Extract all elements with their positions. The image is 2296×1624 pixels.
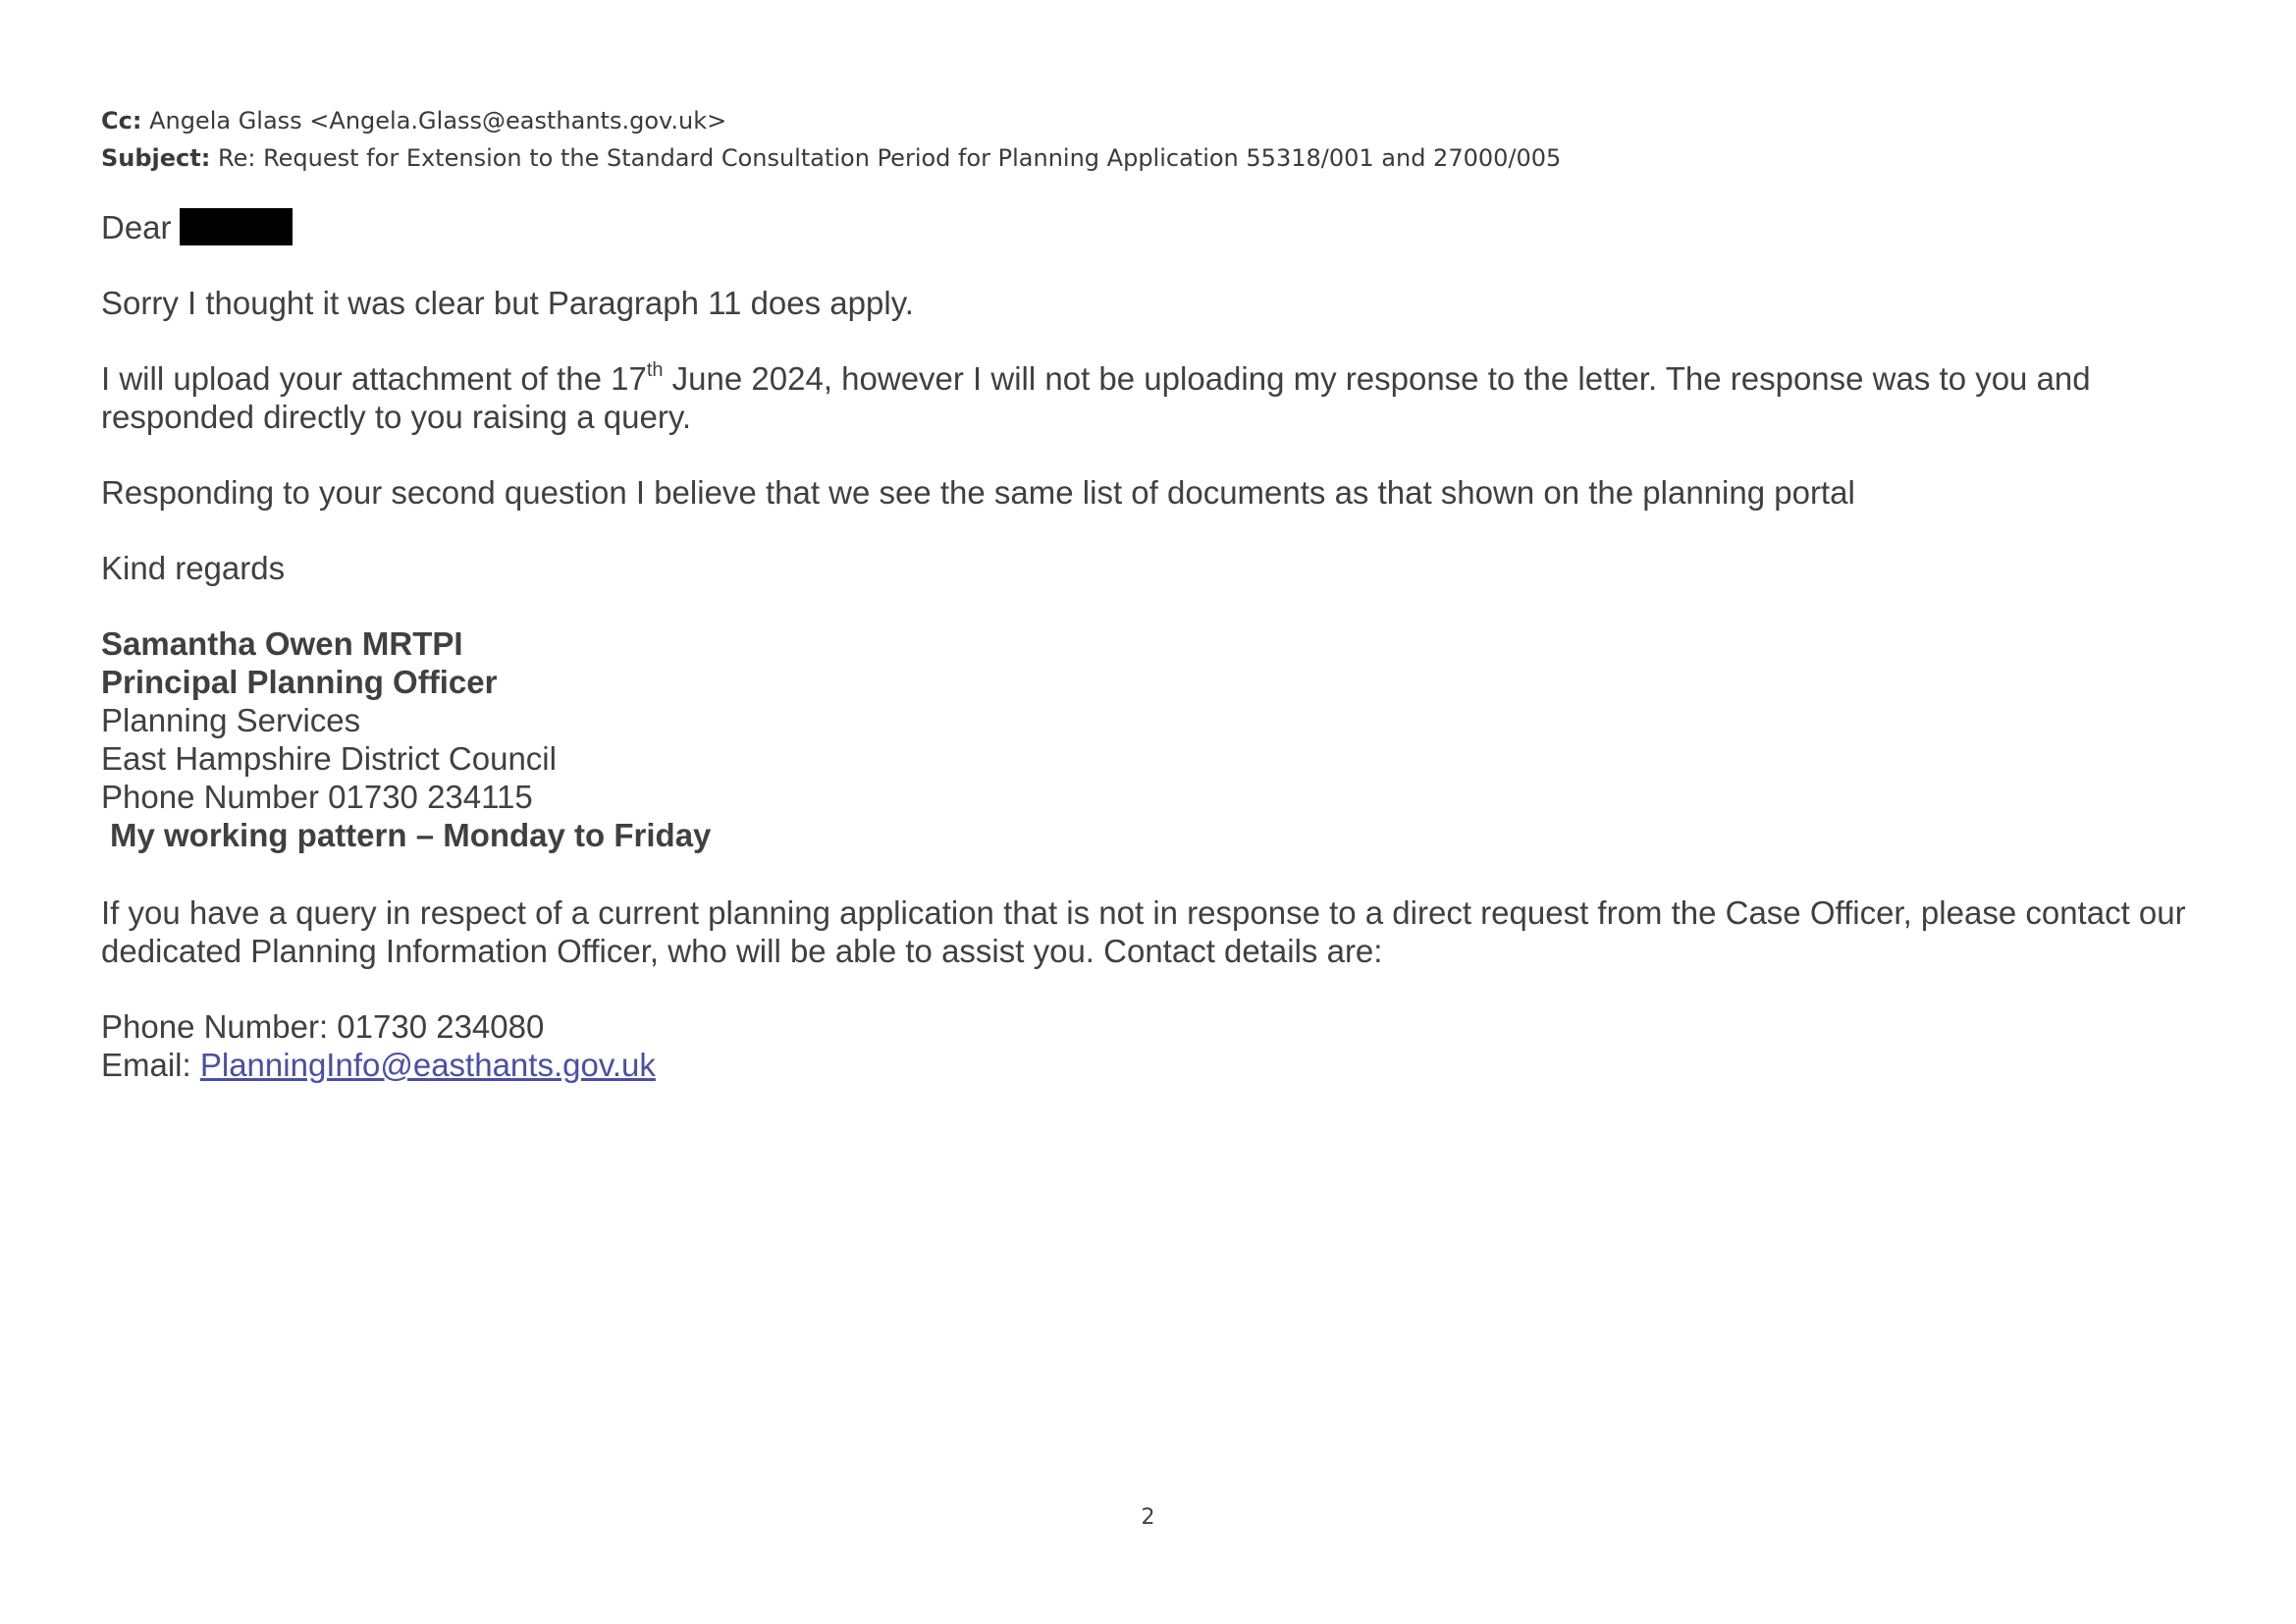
subject-label: Subject: xyxy=(101,144,211,172)
email-body xyxy=(101,208,2202,1084)
closing: Kind regards xyxy=(101,550,286,586)
info-email-label: Email: xyxy=(101,1047,200,1083)
paragraph-1: Sorry I thought it was clear but Paragraph 11 does apply. xyxy=(101,285,914,321)
cc-line xyxy=(101,102,1561,139)
page-number: 2 xyxy=(1141,1505,1155,1530)
paragraph-2-start: I will upload your attachment of the 17 xyxy=(101,360,647,397)
email-header xyxy=(101,102,1561,177)
greeting-line xyxy=(101,208,2202,246)
signature-department: Planning Services xyxy=(101,702,361,738)
subject-line xyxy=(101,139,1561,177)
paragraph-2-end: June 2024, however I will not be uploading my response to the letter. The response was to you and responded directly to you raising a query. xyxy=(101,360,2091,435)
info-paragraph: If you have a query in respect of a current planning application that is not in response to a direct request from the Case Officer, please contact our dedicated Planning Information Officer, who will be able to assist you. Contact details are: xyxy=(101,894,2186,969)
info-email-link[interactable]: PlanningInfo@easthants.gov.uk xyxy=(199,1047,656,1083)
info-phone: Phone Number: 01730 234080 xyxy=(101,1008,545,1045)
signature-block xyxy=(101,624,2202,854)
signature-title: Principal Planning Officer xyxy=(101,664,498,700)
signature-name: Samantha Owen MRTPI xyxy=(101,625,463,662)
info-email-line xyxy=(101,1046,2202,1084)
cc-value: Angela Glass <Angela.Glass@easthants.gov.uk> xyxy=(141,107,727,135)
paragraph-3: Responding to your second question I believe that we see the same list of documents as that shown on the planning portal xyxy=(101,474,1855,511)
signature-organisation: East Hampshire District Council xyxy=(101,740,557,777)
paragraph-2 xyxy=(101,359,2202,436)
subject-value: Re: Request for Extension to the Standard Consultation Period for Planning Application 55318/001 and 27000/005 xyxy=(210,144,1562,172)
signature-working-pattern: My working pattern – Monday to Friday xyxy=(110,817,712,853)
signature-phone: Phone Number 01730 234115 xyxy=(101,779,533,815)
ordinal-suffix: th xyxy=(646,359,664,381)
redaction-box xyxy=(180,208,293,245)
greeting: Dear xyxy=(101,209,172,245)
cc-label: Cc: xyxy=(101,107,142,135)
